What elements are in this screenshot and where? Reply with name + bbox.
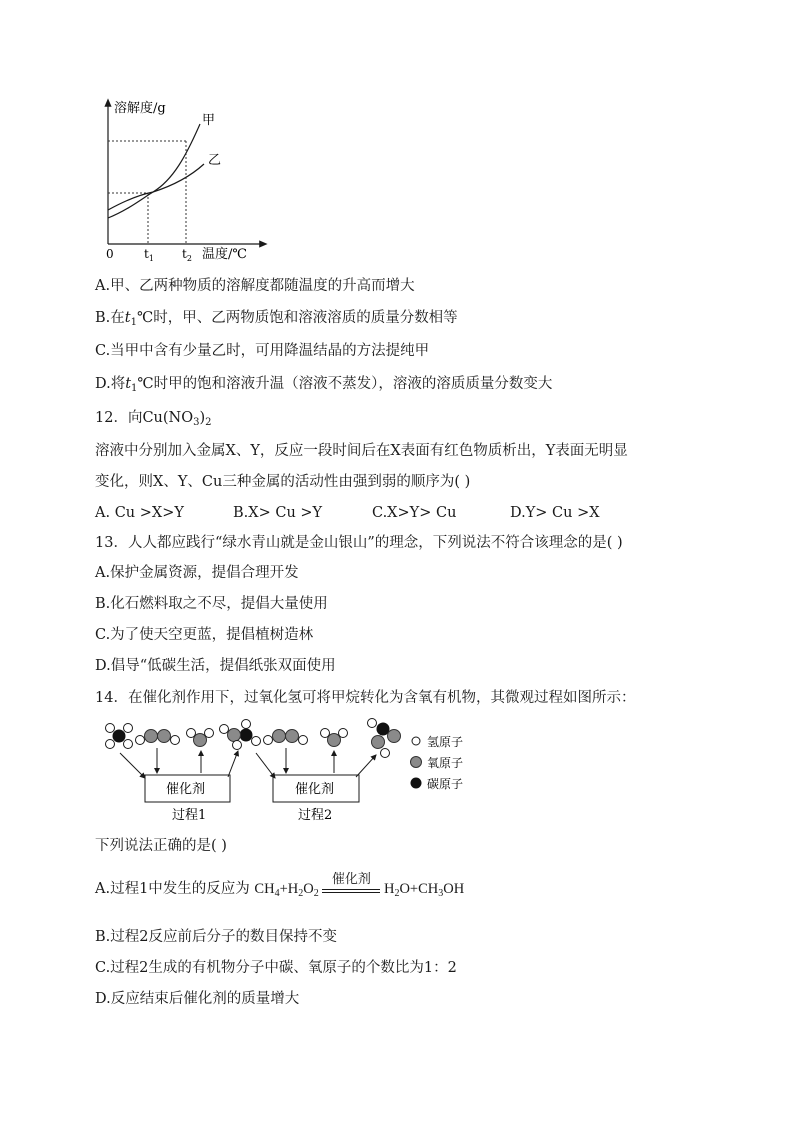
water-molecule (187, 729, 214, 747)
graph-xlabel: 温度/℃ (202, 247, 247, 262)
methanol-molecule (220, 720, 261, 750)
process-2-label: 过程2 (298, 808, 333, 823)
q14-option-a: A.过程1中发生的反应为 $CH_4+H_2O_2$ 催化剂 $H_2O+CH_3OH$ (95, 871, 465, 899)
q12-line2: 溶液中分别加入金属X、Y，反应一段时间后在X表面有红色物质析出，Y表面无明显 (95, 443, 628, 459)
q14-question: 下列说法正确的是( ) (95, 838, 227, 854)
tick-t2: $t_2$ (182, 247, 192, 263)
q14-option-b: B.过程2反应前后分子的数目保持不变 (95, 929, 337, 945)
q14-option-d: D.反应结束后催化剂的质量增大 (95, 991, 300, 1007)
q12-option-b: B.X> Cu >Y (233, 505, 323, 521)
q12-line3: 变化，则X、Y、Cu三种金属的活动性由强到弱的顺序为( ) (95, 474, 471, 490)
q11-option-c: C.当甲中含有少量乙时，可用降温结晶的方法提纯甲 (95, 343, 430, 359)
legend-hydrogen-label: 氢原子 (427, 735, 464, 749)
graph-origin: 0 (106, 247, 114, 261)
graph-ylabel: 溶解度/g (114, 101, 166, 116)
q13-option-d: D.倡导“低碳生活，提倡纸张双面使用 (95, 658, 336, 674)
micro-process-diagram (100, 715, 480, 825)
legend (411, 735, 464, 791)
q12-option-a: A. Cu >X>Y (95, 505, 184, 521)
q13-option-c: C.为了使天空更蓝，提倡植树造林 (95, 627, 314, 643)
organic-product-molecule (368, 719, 401, 758)
hydrogen-peroxide-molecule-2 (264, 730, 308, 745)
legend-oxygen-icon (411, 757, 422, 768)
q12-stem: 12．向$Cu(NO_3)_2$ (95, 410, 212, 428)
q13-option-b: B.化石燃料取之不尽，提倡大量使用 (95, 596, 328, 612)
tick-t1: $t_1$ (144, 247, 154, 263)
hydrogen-peroxide-molecule (136, 730, 180, 745)
q11-option-d: D.将$t_1℃$时甲的饱和溶液升温（溶液不蒸发），溶液的溶质质量分数变大 (95, 376, 553, 394)
legend-carbon-label: 碳原子 (427, 777, 464, 791)
q13-option-a: A.保护金属资源，提倡合理开发 (95, 565, 299, 581)
curve-yi (108, 164, 204, 210)
catalyst-box-2-label: 催化剂 (295, 782, 335, 797)
legend-oxygen-label: 氧原子 (427, 756, 464, 770)
solubility-graph (98, 96, 268, 266)
q13-stem: 13．人人都应践行“绿水青山就是金山银山”的理念，下列说法不符合该理念的是( ) (95, 535, 623, 551)
q14-option-c: C.过程2生成的有机物分子中碳、氧原子的个数比为1：2 (95, 960, 457, 976)
curve-jia-label: 甲 (202, 113, 216, 128)
q11-option-a: A.甲、乙两种物质的溶解度都随温度的升高而增大 (95, 278, 415, 294)
legend-carbon-icon (411, 778, 422, 789)
q14-stem: 14．在催化剂作用下，过氧化氢可将甲烷转化为含氧有机物，其微观过程如图所示： (95, 690, 636, 706)
equation: $CH_4+H_2O_2$ 催化剂 $H_2O+CH_3OH$ (254, 871, 465, 899)
q11-option-b: B.在$t_1℃$时，甲、乙两物质饱和溶液溶质的质量分数相等 (95, 310, 458, 328)
legend-hydrogen-icon (412, 737, 420, 745)
methane-molecule (106, 724, 133, 749)
q12-option-d: D.Y> Cu >X (510, 505, 600, 521)
water-molecule-2 (321, 729, 348, 747)
q12-option-c: C.X>Y> Cu (372, 505, 457, 521)
curve-yi-label: 乙 (208, 153, 222, 168)
process-1-label: 过程1 (172, 808, 207, 823)
catalyst-box-1-label: 催化剂 (166, 782, 206, 797)
reaction-condition: 催化剂 (322, 887, 380, 893)
